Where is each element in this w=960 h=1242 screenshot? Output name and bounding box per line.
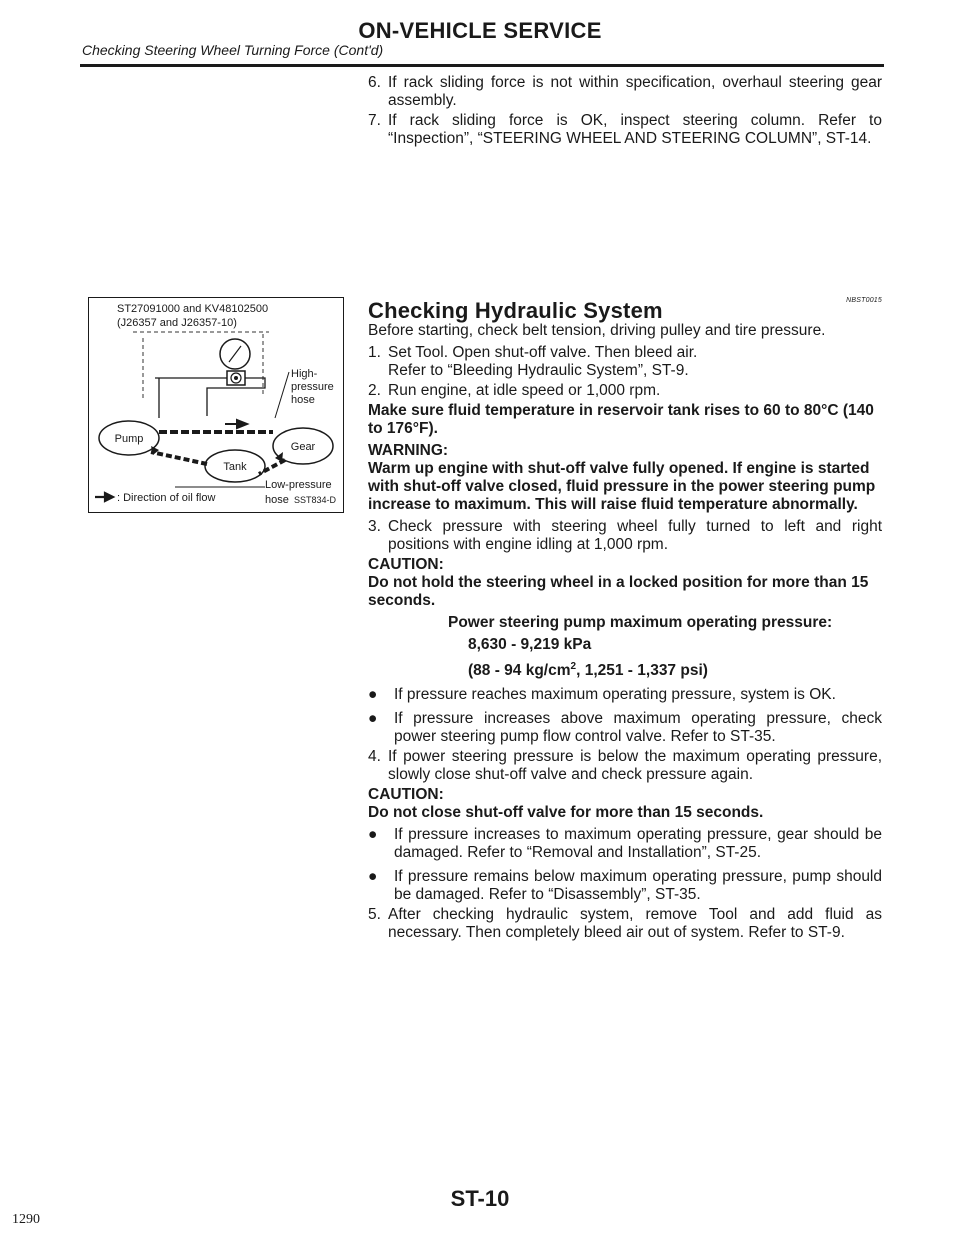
step-3 <box>368 518 882 554</box>
tank-icon <box>205 450 265 482</box>
spec-value-alt-a: (88 - 94 kg/cm <box>468 662 571 680</box>
legend-arrow-icon <box>95 493 113 501</box>
footer-page-label: ST-10 <box>450 1186 510 1211</box>
spec-value-kpa: 8,630 - 9,219 kPa <box>468 636 592 653</box>
bullet-3-text: If pressure increases to maximum operating pressure, gear should be damaged. Refer to “Removal and Installation”, ST-25. <box>394 826 882 862</box>
bullet-4-text: If pressure remains below maximum operating pressure, pump should be damaged. Refer to “Disassembly”, ST-35. <box>394 868 882 904</box>
step-4 <box>368 748 882 784</box>
step-2-text: Run engine, at idle speed or 1,000 rpm. <box>388 382 661 399</box>
label-hose: hose <box>291 394 315 406</box>
footer-page-number: 1290 <box>12 1212 40 1227</box>
spec-value-alt-sup: 2 <box>570 661 577 672</box>
bullet-3 <box>368 826 882 862</box>
page-header-subtitle: Checking Steering Wheel Turning Force (Cont'd) <box>82 42 384 58</box>
bullet-dot-3: ● <box>368 826 378 844</box>
label-tank: Tank <box>223 461 247 473</box>
step-6-text: If rack sliding force is not within specification, overhaul steering gear assembly. <box>388 74 882 109</box>
fluid-temperature-note: Make sure fluid temperature in reservoir tank rises to 60 to 80°C (140 to 176°F). <box>368 402 874 437</box>
pressure-gauge-icon <box>220 339 250 369</box>
spec-value-alt <box>368 658 882 680</box>
warning-text: Warm up engine with shut-off valve fully opened. If engine is started with shut-off valve closed, fluid pressure in the power steering pump increase to maximum. This will raise fluid temperature abnormally. <box>368 460 876 513</box>
label-pump: Pump <box>114 433 144 445</box>
high-pressure-leader <box>275 372 289 418</box>
bullet-dot-1: ● <box>368 686 378 704</box>
bullet-2 <box>368 710 882 746</box>
header-rule <box>80 64 884 67</box>
hydraulic-diagram <box>88 297 344 513</box>
section-heading <box>368 292 882 323</box>
step-6-number: 6. <box>368 74 381 91</box>
step-6 <box>368 74 882 110</box>
spec-value-alt-b: , 1,251 - 1,337 psi) <box>576 662 708 680</box>
step-4-text: If power steering pressure is below the maximum operating pressure, slowly close shut-off valve and check pressure again. <box>388 748 882 784</box>
bullet-2-text: If pressure increases above maximum operating pressure, check power steering pump flow control valve. Refer to ST-35. <box>394 710 882 746</box>
caution-label-1: CAUTION: <box>368 556 444 573</box>
intro-paragraph: Before starting, check belt tension, driving pulley and tire pressure. <box>368 322 826 339</box>
bullet-4 <box>368 868 882 904</box>
bullet-1-text: If pressure reaches maximum operating pressure, system is OK. <box>394 686 836 704</box>
step-1-number: 1. <box>368 344 381 361</box>
tool-number-line-2: (J26357 and J26357-10) <box>117 317 237 329</box>
return-hose-tank-to-pump <box>151 452 207 464</box>
step-5 <box>368 906 882 942</box>
step-4-number: 4. <box>368 748 381 766</box>
label-high: High- <box>291 368 318 380</box>
tool-number-line-1: ST27091000 and KV48102500 <box>117 303 269 315</box>
step-1 <box>368 344 882 380</box>
section-code: NBST0015 <box>846 297 882 304</box>
page-header-title: ON-VEHICLE SERVICE <box>358 18 602 43</box>
step-7-number: 7. <box>368 112 381 129</box>
step-5-number: 5. <box>368 906 381 924</box>
step-3-text: Check pressure with steering wheel fully turned to left and right positions with engine idling at 1,000 rpm. <box>388 518 882 553</box>
step-2 <box>368 382 882 400</box>
step-7 <box>368 112 882 148</box>
bullet-dot-2: ● <box>368 710 378 728</box>
pump-icon <box>99 421 159 455</box>
step-7-text: If rack sliding force is OK, inspect steering column. Refer to “Inspection”, “STEERING WHEEL AND STEERING COLUMN”, ST-14. <box>388 112 882 147</box>
bullet-1 <box>368 686 882 704</box>
step-1-text: Set Tool. Open shut-off valve. Then bleed air. <box>388 344 698 361</box>
label-low-pressure: Low-pressure <box>265 479 332 491</box>
step-3-number: 3. <box>368 518 381 535</box>
tool-hose-lines <box>155 378 265 418</box>
spec-title: Power steering pump maximum operating pressure: <box>448 614 833 631</box>
warning-label: WARNING: <box>368 442 449 459</box>
caution-text-1: Do not hold the steering wheel in a locked position for more than 15 seconds. <box>368 574 869 609</box>
label-low-hose: hose <box>265 494 289 506</box>
top-steps <box>368 74 882 150</box>
caution-text-2: Do not close shut-off valve for more than 15 seconds. <box>368 804 764 822</box>
label-pressure: pressure <box>291 381 334 393</box>
flow-arrow-icon <box>225 420 247 428</box>
caution-label-2: CAUTION: <box>368 786 444 804</box>
figure-code: SST834-D <box>294 495 337 505</box>
legend-text: : Direction of oil flow <box>117 492 216 504</box>
step-1-reference: Refer to “Bleeding Hydraulic System”, ST-9. <box>388 362 689 379</box>
section-title: Checking Hydraulic System <box>368 298 663 323</box>
hydraulic-section <box>368 292 882 944</box>
bullet-dot-4: ● <box>368 868 378 886</box>
step-2-number: 2. <box>368 382 381 399</box>
step-5-text: After checking hydraulic system, remove Tool and add fluid as necessary. Then completely bleed air out of system. Refer to ST-9. <box>388 906 882 942</box>
label-gear: Gear <box>290 441 316 453</box>
shut-off-valve-icon <box>227 371 245 385</box>
